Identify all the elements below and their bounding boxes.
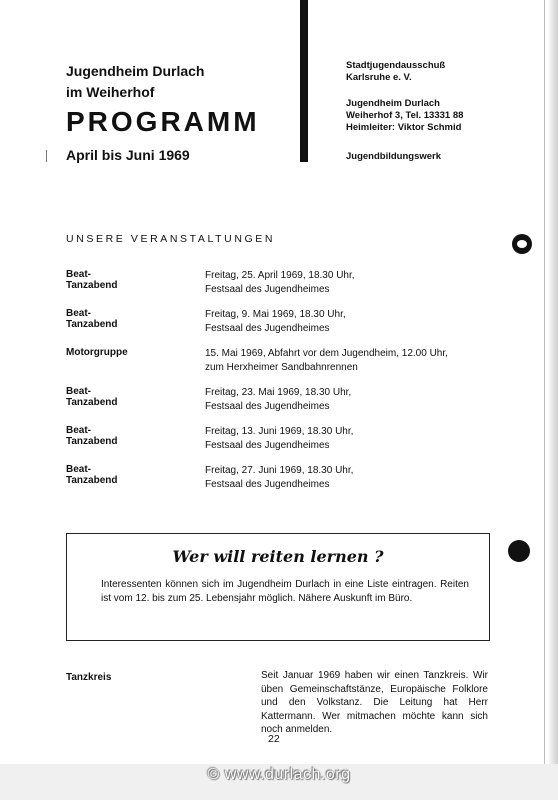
event-title: Beat-Tanzabend (66, 425, 118, 447)
scan-edge-line (544, 0, 545, 800)
period: April bis Juni 1969 (66, 147, 190, 163)
event-detail (205, 464, 525, 491)
event-detail (205, 347, 525, 374)
org-line-1: Jugendheim Durlach (66, 63, 205, 79)
event-date: Freitag, 25. April 1969, 18.30 Uhr, (205, 270, 355, 281)
publisher-block (346, 60, 445, 84)
margin-tick (46, 150, 47, 162)
page-title: PROGRAMM (66, 106, 260, 137)
event-title: Beat-Tanzabend (66, 269, 118, 291)
riding-notice-text: Interessenten können sich im Jugendheim Durlach in eine Liste eintragen. Reiten ist vom 12. bis zum 25. Lebensjahr möglich. Nähere Auskunft im Büro. (101, 579, 469, 604)
event-title: Beat-Tanzabend (66, 386, 118, 408)
riding-notice-title: Wer will reiten lernen ? (172, 547, 384, 566)
publisher-line-2: Karlsruhe e. V. (346, 72, 412, 83)
footer-watermark: © www.durlach.org (207, 766, 351, 783)
address-line-2: Weiherhof 3, Tel. 13331 88 (346, 110, 464, 121)
event-date: 15. Mai 1969, Abfahrt vor dem Jugendheim, 12.00 Uhr, (205, 348, 448, 359)
program-name: Jugendbildungswerk (346, 151, 442, 162)
address-line-3: Heimleiter: Viktor Schmid (346, 122, 462, 133)
riding-notice-box (66, 533, 490, 641)
event-title: Beat-Tanzabend (66, 464, 118, 486)
event-location: Festsaal des Jugendheimes (205, 322, 330, 334)
punch-hole-upper (512, 234, 532, 254)
address-line-1: Jugendheim Durlach (346, 98, 440, 109)
tanzkreis-text: Seit Januar 1969 haben wir einen Tanzkreis. Wir üben Gemeinschaftstänze, Europäische Folklore und den Volkstanz. Die Leitung hat Herr Kattermann. Wer mitmachen möchte kann sich noch anmelden. (261, 670, 488, 735)
scan-edge-shadow (548, 0, 558, 800)
vertical-divider (300, 0, 308, 162)
page-number: 22 (268, 733, 280, 745)
event-title: Motorgruppe (66, 347, 128, 358)
event-location: Festsaal des Jugendheimes (205, 439, 330, 451)
punch-hole-lower (508, 540, 530, 562)
event-date: Freitag, 9. Mai 1969, 18.30 Uhr, (205, 309, 346, 320)
event-detail (205, 308, 525, 335)
org-name (66, 61, 204, 103)
section-heading: UNSERE VERANSTALTUNGEN (66, 233, 276, 245)
event-location: zum Herxheimer Sandbahnrennen (205, 361, 358, 373)
event-location: Festsaal des Jugendheimes (205, 283, 330, 295)
event-date: Freitag, 23. Mai 1969, 18.30 Uhr, (205, 387, 352, 398)
tanzkreis-title: Tanzkreis (66, 672, 112, 683)
event-location: Festsaal des Jugendheimes (205, 400, 330, 412)
publisher-line-1: Stadtjugendausschuß (346, 60, 446, 71)
event-detail (205, 425, 525, 452)
event-date: Freitag, 13. Juni 1969, 18.30 Uhr, (205, 426, 354, 437)
org-line-2: im Weiherhof (66, 84, 155, 100)
event-detail (205, 269, 525, 296)
event-date: Freitag, 27. Juni 1969, 18.30 Uhr, (205, 465, 354, 476)
event-title: Beat-Tanzabend (66, 308, 118, 330)
event-detail (205, 386, 525, 413)
address-block (346, 98, 463, 134)
event-location: Festsaal des Jugendheimes (205, 478, 330, 490)
